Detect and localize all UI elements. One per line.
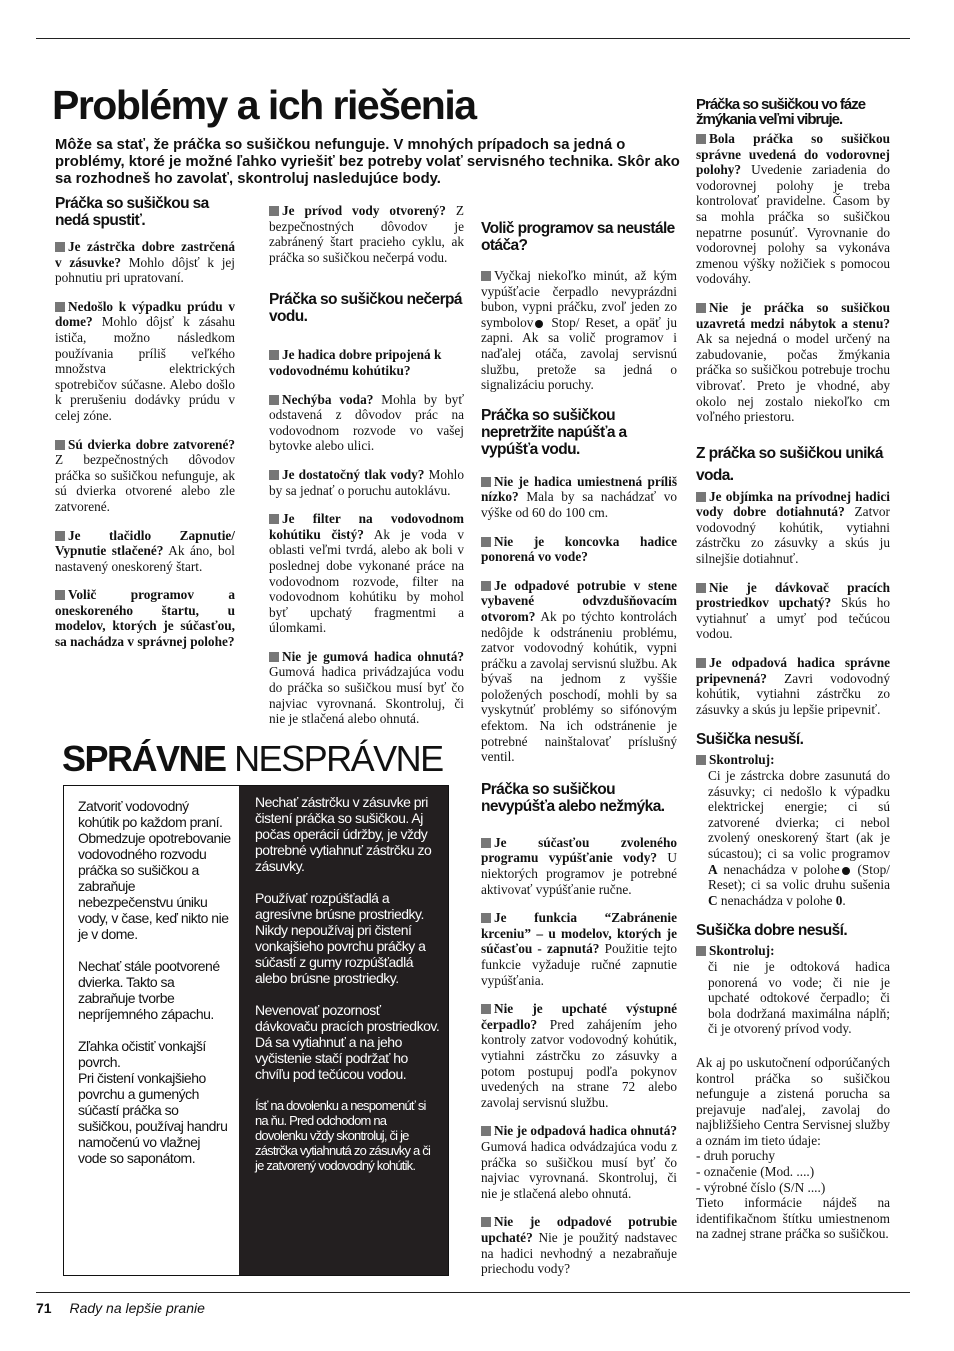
bullet-square-icon	[269, 395, 279, 405]
check-text: či nie je odtoková hadica ponorená vo vode; či nie je upchaté odtokové čerpadlo; či bola dodržaná maximálna náplň; či je otvorený prívod vody.	[708, 958, 890, 1037]
check-text: Ci je zástrcka dobre zasunutá do zásuvky; ci nedošlo k výpadku elektrickej energie; ci sú zatvorené dvierka; ci nebol zvolený oneskorený štart (ak je súcastou); ci sa volic programov A nenachádza v polohe (Stop/ Reset); ci sa volic druhu sušenia C nenachádza v polohe 0.	[708, 768, 890, 908]
section-heading: Sušička nesuší.	[696, 731, 804, 749]
bullet-square-icon	[696, 492, 706, 502]
bullet-square-icon	[481, 838, 491, 848]
correct-item: Nechať stále pootvorené dvierka. Takto sa zabraňuje tvorbe nepríjemného zápachu.	[78, 958, 220, 1022]
bullet-square-icon	[55, 242, 65, 252]
program-dot-icon	[535, 320, 543, 328]
bullet-square-icon	[696, 658, 706, 668]
bullet-square-icon	[696, 134, 706, 144]
check-item: Nie je odpadová hadica ohnutá? Gumová hadica odvádzajúca vodu z práčka so sušičkou musí byť čo najviac vyrovnaná. Skontroluj, či nie je stlačená alebo ohnutá.	[481, 1123, 677, 1201]
check-item: Je súčasťou zvoleného programu vypúšťanie vody? U niektorých programov je potrebné aktivovať vypúšťanie ručne.	[481, 834, 677, 897]
bullet-square-icon	[481, 271, 491, 281]
section-heading: Práčka so sušičkou vo fáze žmýkania veľmi vibruje.	[696, 96, 866, 128]
check-item: Je filter na vodovodnom kohútiku čistý? Ak je voda v oblasti veľmi tvrdá, alebo ak boli v poslednej dobe vykonané práce na vodovodnom rozvode, filter na vodovodnom kohútiku by mohol byť upchatý fragmentmi a úlomkami.	[269, 511, 464, 636]
page-number: 71	[36, 1300, 52, 1316]
closing-text: Ak aj po uskutočnení odporúčaných kontrol práčka so sušičkou nefunguje a zistená porucha sa prejavuje naďalej, zavolaj do najbližšieho Centra Servisnej služby a oznám im tieto údaje:	[696, 1054, 890, 1148]
check-item: Bola práčka so sušičkou správne uvedená do vodorovnej polohy? Uvedenie zariadenia do vodorovnej polohy je treba kontrolovať pravidelne. Časom by sa mohla práčka so sušičkou nepatrne posunúť. Vyrovnanie do vodorovnej polohy sa vykonáva zmenou výšky nožičiek s pomocou vodováhy.	[696, 131, 890, 287]
intro-text: Môže sa stať, že práčka so sušičkou nefunguje. V mnohých prípadoch sa jedná o problémy, ktoré je možné ľahko vyriešiť bez potreby volať servisného technika. Skôr ako sa rozhodneš ho zavolať, skontroluj nasledujúce body.	[55, 137, 680, 187]
check-item: Nie je hadica umiestnená príliš nízko? Mala by sa nachádzať vo výške od 60 do 100 cm.	[481, 473, 677, 520]
bullet-square-icon	[481, 477, 491, 487]
check-item: Je prívod vody otvorený? Z bezpečnostných dôvodov je zabránený štart pracieho cyklu, ak práčka so sušičkou nečerpá vodu.	[269, 203, 464, 265]
check-item: Je hadica dobre pripojená k vodovodnému kohútiku?	[269, 347, 442, 378]
section-heading: Volič programov sa neustále otáča?	[481, 220, 675, 254]
check-item: Skontroluj:	[696, 752, 890, 768]
check-item: Volič programov a oneskoreného štartu, u modelov, ktorých je súčasťou, sa nachádza v správnej polohe?	[55, 587, 235, 650]
check-item: Nie je upchaté výstupné čerpadlo? Pred zahájením jeho kontroly zatvor vodovodný kohútik, vytiahni zástrčku zo zásuvky a potom postupuj podľa pokynov uvedených na strane 72 alebo zavolaj servisnú službu.	[481, 1001, 677, 1110]
comparison-heading	[62, 738, 443, 780]
check-item: Nechýba voda? Mohla by byť odstavená z dôvodov prác na vodovodnom rozvode vo vašej bytovke alebo ulici.	[269, 391, 465, 454]
check-item: Nie je dávkovač pracích prostriedkov upchatý? Skús ho vytiahnuť a umyť pod tečúcou vodou.	[696, 579, 890, 642]
footer	[36, 1300, 205, 1316]
column-3	[481, 220, 677, 1290]
check-item: Sú dvierka dobre zatvorené? Z bezpečnostných dôvodov práčka so sušičkou nefunguje, ak sú dvierka otvorené alebo zle zatvorené.	[55, 436, 235, 514]
bullet-square-icon	[481, 581, 491, 591]
column-2	[269, 203, 464, 740]
check-item: Nie je koncovka hadice ponorená vo vode?	[481, 533, 677, 565]
bottom-rule	[36, 1292, 910, 1293]
section-heading: Práčka so sušičkou sa nedá spustiť.	[55, 195, 209, 229]
check-item: Skontroluj:	[696, 943, 890, 959]
info-list-item: - výrobné číslo (S/N ....)	[696, 1179, 826, 1195]
bullet-square-icon	[696, 583, 706, 593]
info-list-item: - označenie (Mod. ....)	[696, 1164, 815, 1180]
check-item: Je odpadové potrubie v stene vybavené odvzdušňovacím otvorom? Ak po týchto kontrolách nedôjde k odstráneniu problému, zatvor vodovodný kohútik, vypni práčku a zavolaj servisnú službu. Ak bývaš na jednom z vyššie položených poschodí, mohli by sa vyskytnúť problémy so sifónovým efektom. Na ich odstránenie je potrebné nainštalovať príslušný ventil.	[481, 577, 677, 765]
bullet-square-icon	[481, 537, 491, 547]
check-item: Nie je odpadové potrubie upchaté? Nie je použitý nadstavec na hadici nevhodný a nezabraňuje priechodu vody?	[481, 1214, 677, 1277]
check-item: Je dostatočný tlak vody? Mohlo by sa jednať o poruchu autoklávu.	[269, 466, 464, 498]
closing-text: Tieto informácie nájdeš na identifikačnom štítku umiestnenom na zadnej strane práčka so sušičkou.	[696, 1195, 890, 1242]
correct-column	[64, 786, 239, 1275]
correct-item: Zatvoriť vodovodný kohútik po každom praní. Obmedzuje opotrebovanie vodovodného rozvodu práčka so sušičkou a zabraňuje nebezpečenstvu úniku vody, v čase, keď nikto nie je v dome.	[78, 798, 231, 942]
check-item: Je tlačidlo Zapnutie/ Vypnutie stlačené? Ak áno, bol nastavený oneskorený štart.	[55, 527, 235, 574]
check-item: Vyčkaj niekoľko minút, až kým vypúšťacie čerpadlo nevyprázdni bubon, vypni práčku, zvoľ jeden zo symbolov Stop/ Reset, a opäť ju zapni. Ak sa volič programov i naďalej otáča, zavolaj servisnú službu, pretože sa jedná o signalizáciu poruchy.	[481, 268, 677, 393]
bullet-square-icon	[269, 350, 279, 360]
top-rule	[36, 38, 910, 39]
section-heading: Práčka so sušičkou nevypúšťa alebo nežmýka.	[481, 780, 665, 815]
bullet-square-icon	[55, 440, 65, 450]
check-item: Nedošlo k výpadku prúdu v dome? Mohlo dôjsť k zásahu ističa, možno následkom používania príliš veľkého množstva elektrických spotrebičov súčasne. Alebo došlo k prerušeniu dodávky prúdu v celej zóne.	[55, 298, 235, 423]
program-dot-icon	[842, 867, 850, 875]
bullet-square-icon	[696, 303, 706, 313]
wrong-label: NESPRÁVNE	[234, 738, 443, 779]
wrong-item: Nechať zástrčku v zásuvke pri čistení práčka so sušičkou. Aj počas operácií údržby, je vždy potrebné vytiahnuť zástrčku zo zásuvky.	[255, 794, 432, 874]
wrong-item: Ísť na dovolenku a nespomenúť si na ňu. Pred odchodom na dovolenku vždy skontroluj, či je zástrčka vytiahnutá zo zásuvky a či je zatvorený vodovodný kohútik.	[255, 1098, 431, 1173]
info-list-item: - druh poruchy	[696, 1148, 776, 1164]
bullet-square-icon	[269, 206, 279, 216]
wrong-item: Nevenovať pozornosť dávkovaču pracích prostriedkov. Dá sa vytiahnuť a na jeho vyčistenie stačí podržať ho chvíľu pod tečúcou vodou.	[255, 1002, 440, 1082]
correct-item: Zľahka očistiť vonkajší povrch. Pri čistení vonkajšieho povrchu a gumených súčastí práčka so sušičkou, používaj handru namočenú vo vlažnej vode so saponátom.	[78, 1038, 228, 1166]
bullet-square-icon	[481, 1126, 491, 1136]
bullet-square-icon	[269, 514, 279, 524]
comparison-box	[63, 785, 449, 1276]
bullet-square-icon	[696, 755, 706, 765]
section-heading: Práčka so sušičkou nečerpá vodu.	[269, 291, 462, 326]
check-item: Je funkcia “Zabránenie krceniu” – u modelov, ktorých je súčasťou - zapnutá? Použitie tejto funkcie vyžaduje ručné zapnutie vypúšťania.	[481, 910, 677, 988]
bullet-square-icon	[481, 913, 491, 923]
column-4	[696, 97, 890, 1255]
section-heading: Z práčka so sušičkou uniká voda.	[696, 444, 883, 484]
check-item: Nie je práčka so sušičkou uzavretá medzi nábytok a stenu? Ak sa nejedná o model určený na zabudovanie, počas žmýkania práčka so sušičkou potrebuje trochu vibrovať. Preto je vhodné, aby okolo nej zostalo niekoľko cm voľného priestoru.	[696, 299, 890, 425]
bullet-square-icon	[55, 531, 65, 541]
wrong-column	[239, 786, 448, 1275]
column-1	[55, 195, 235, 663]
section-heading: Práčka so sušičkou nepretržite napúšťa a vypúšťa vodu.	[481, 406, 627, 458]
footer-text: Rady na lepšie pranie	[69, 1300, 205, 1316]
section-heading: Sušička dobre nesuší.	[696, 922, 848, 940]
page-title: Problémy a ich riešenia	[52, 82, 476, 128]
correct-label: SPRÁVNE	[62, 738, 226, 779]
bullet-square-icon	[269, 652, 279, 662]
bullet-square-icon	[55, 590, 65, 600]
wrong-item: Používať rozpúšťadlá a agresívne brúsne prostriedky. Nikdy nepoužívaj pri čistení vonkajšieho povrchu práčky a súčastí z gumy rozpúšťadlá alebo brúsne prostriedky.	[255, 890, 426, 986]
bullet-square-icon	[481, 1217, 491, 1227]
check-item: Nie je gumová hadica ohnutá? Gumová hadica privádzajúca vodu do práčka so sušičkou musí byť čo najviac vyrovnaná. Skontroluj, či nie je stlačená alebo ohnutá.	[269, 648, 464, 727]
bullet-square-icon	[269, 470, 279, 480]
check-item: Je objímka na prívodnej hadici vody dobre dotiahnutá? Zatvor vodovodný kohútik, vytiahni zástrčku zo zásuvky a skús ju silnejšie dotiahnuť.	[696, 488, 890, 567]
bullet-square-icon	[481, 1004, 491, 1014]
check-item: Je odpadová hadica správne pripevnená? Zavri vodovodný kohútik, vytiahni zástrčku zo zásuvky a skús ju lepšie pripevniť.	[696, 655, 890, 717]
check-item: Je zástrčka dobre zastrčená v zásuvke? Mohlo dôjsť k jej pohnutiu pri upratovaní.	[55, 239, 236, 286]
bullet-square-icon	[55, 302, 65, 312]
bullet-square-icon	[696, 946, 706, 956]
